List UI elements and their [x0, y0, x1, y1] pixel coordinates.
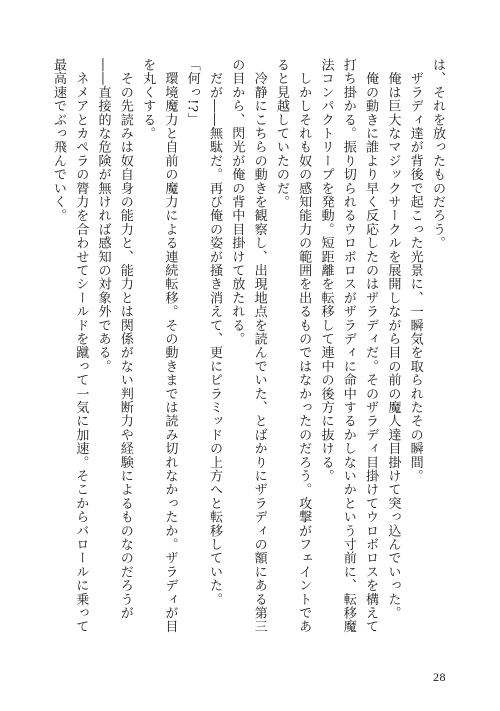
- paragraph-3: 俺は巨大なマジックサークルを展開しながら目の前の魔人達目掛けて突っ込んでいった。: [385, 58, 401, 620]
- vertical-text-body: [48, 58, 448, 638]
- paragraph-9: 環境魔力と自前の魔力による連続転移。その動きまでは読み切れなかったか。ザラディが目を丸くする。: [140, 58, 178, 634]
- paragraph-4: 俺の動きに誰より早く反応したのはザラディだ。そのザラディ目掛けてウロボロスを構えて打ち掛かる。振り切られるウロボロスがザラディに命中するかしないかという寸前に、転移魔法コンパクトリープを発動。短距離を転移して連中の後方に抜ける。: [318, 58, 379, 634]
- paragraph-10: その先読みは奴自身の能力と、能力とは関係がない判断力や経験によるものなのだろうが――直接的な危険が無ければ感知の対象外である。: [95, 58, 133, 620]
- page-number: 28: [433, 670, 446, 684]
- paragraph-2: ザラディ達が背後で起こった光景に、一瞬気を取られたその瞬間。: [407, 58, 423, 483]
- paragraph-8-dialogue: 「何っ!?」: [184, 58, 200, 127]
- paragraph-5: しかしそれも奴の感知能力の範囲を出るものではなかったのだろう。攻撃がフェイントであると見越していたのだ。: [273, 58, 312, 634]
- paragraph-7: だが――無駄だ。再び俺の姿が掻き消えて、更にピラミッドの上方へと転移していた。: [207, 58, 223, 606]
- paragraph-6: 冷静にこちらの動きを観察し、出現地点を読んでいた、とばかりにザラディの額にある第三の目から、閃光が俺の背中目掛けて放たれる。: [229, 58, 267, 634]
- paragraph-11: ネメアとカペラの膂力を合わせてシールドを蹴って一気に加速。そこからバロールに乗って最高速でぶっ飛んでいく。: [50, 58, 89, 634]
- paragraph-1: は、それを放ったものだろう。: [430, 58, 445, 250]
